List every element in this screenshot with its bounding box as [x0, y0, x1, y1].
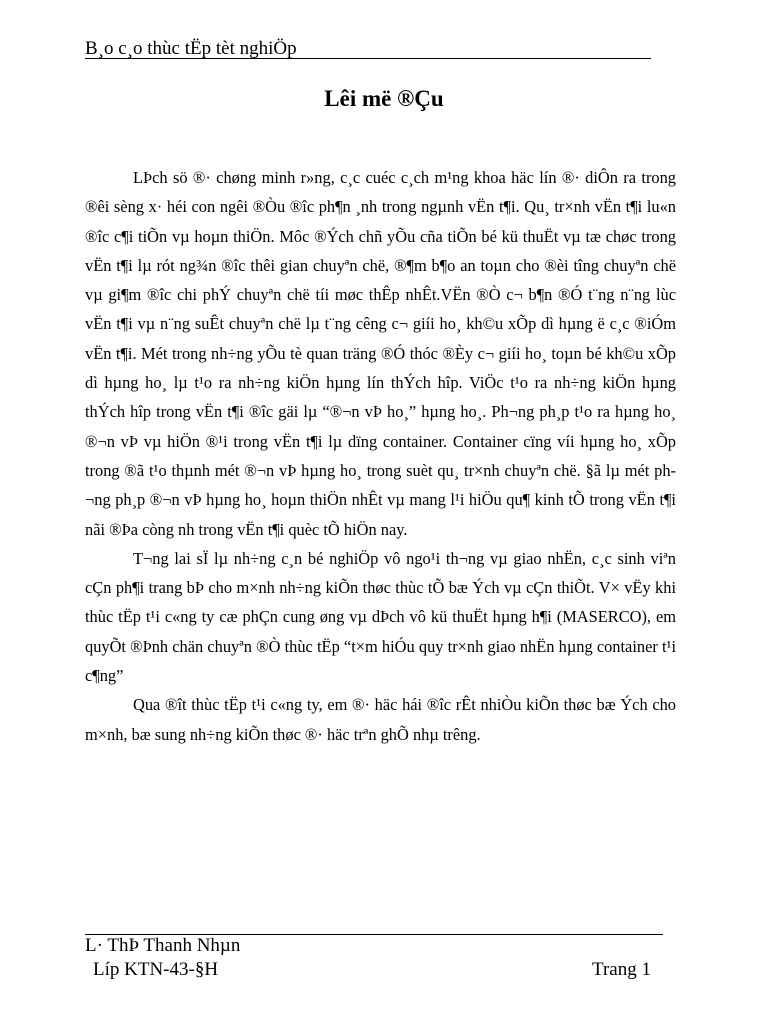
footer-class: Líp KTN-43-§H [93, 959, 219, 980]
document-heading: Lêi më ®Çu [324, 86, 444, 111]
paragraph-1: LÞch sö ®· chøng minh r»ng, c¸c cuéc c¸ch m¹ng khoa häc lín ®· diÔn ra trong ®êi sèng x· héi con ngêi ®Òu ®îc ph¶n ¸nh trong ngµnh vËn t¶i. Qu¸ tr×nh vËn t¶i lu«n ®îc c¶i tiÕn vµ hoµn thiÖn. Môc ®Ých chñ yÕu cña tiÕn bé kü thuËt vµ tæ chøc trong vËn t¶i lµ rót ng¾n ®îc thêi gian chuyªn chë, ®¶m b¶o an toµn cho ®èi tîng chuyªn chë vµ gi¶m ®îc chi phÝ chuyªn chë tíi møc thÊp nhÊt.VËn ®Ò c¬ b¶n ®Ó t¨ng n¨ng lùc vËn t¶i vµ n¨ng suÊt chuyªn chë lµ t¨ng cêng c¬ giíi ho¸ kh©u xÕp dì hµng ë c¸c ®iÓm vËn t¶i. Mét trong nh÷ng yÕu tè quan träng ®Ó thóc ®Èy c¬ giíi ho¸ toµn bé kh©u xÕp dì hµng ho¸ lµ t¹o ra nh÷ng kiÖn hµng lín thÝch hîp. ViÖc t¹o ra nh÷ng kiÖn hµng thÝch hîp trong vËn t¶i ®îc gäi lµ “®¬n vÞ ho¸” hµng ho¸. Ph¬ng ph¸p t¹o ra hµng ho¸ ®¬n vÞ vµ hiÖn ®¹i trong vËn t¶i lµ dïng container. Container cïng víi hµng ho¸ xÕp trong ®ã t¹o thµnh mét ®¬n vÞ hµng ho¸ trong suèt qu¸ tr×nh chuyªn chë. §ã lµ mét ph¬ng ph¸p ®¬n vÞ hµng ho¸ hoµn thiÖn nhÊt vµ mang l¹i hiÖu qu¶ kinh tÕ trong vËn t¶i nãi ®Þa còng nh trong vËn t¶i quèc tÕ hiÖn nay. [85, 168, 676, 539]
paragraph-2: T¬ng lai sÏ lµ nh÷ng c¸n bé nghiÖp vô ngo¹i th¬ng vµ giao nhËn, c¸c sinh viªn cÇn ph¶i trang bÞ cho m×nh nh÷ng kiÕn thøc thùc tÕ bæ Ých vµ cÇn thiÕt. V× vËy khi thùc tËp t¹i c«ng ty cæ phÇn cung øng vµ dÞch vô kü thuËt hµng h¶i (MASERCO), em quyÕt ®Þnh chän chuyªn ®Ò thùc tËp “t×m hiÓu quy tr×nh giao nhËn hµng container t¹i c¶ng” [85, 548, 676, 686]
paragraph-3: Qua ®ît thùc tËp t¹i c«ng ty, em ®· häc hái ®îc rÊt nhiÒu kiÕn thøc bæ Ých cho m×nh, bæ sung nh÷ng kiÕn thøc ®· häc trªn ghÕ nhµ trêng. [85, 695, 676, 744]
footer-author: L· ThÞ Thanh Nhµn [85, 935, 241, 956]
header-divider [85, 58, 651, 59]
document-body [85, 163, 676, 749]
header-title: B¸o c¸o thùc tËp tèt nghiÖp [85, 38, 297, 59]
footer-page-number: Trang 1 [592, 959, 651, 980]
